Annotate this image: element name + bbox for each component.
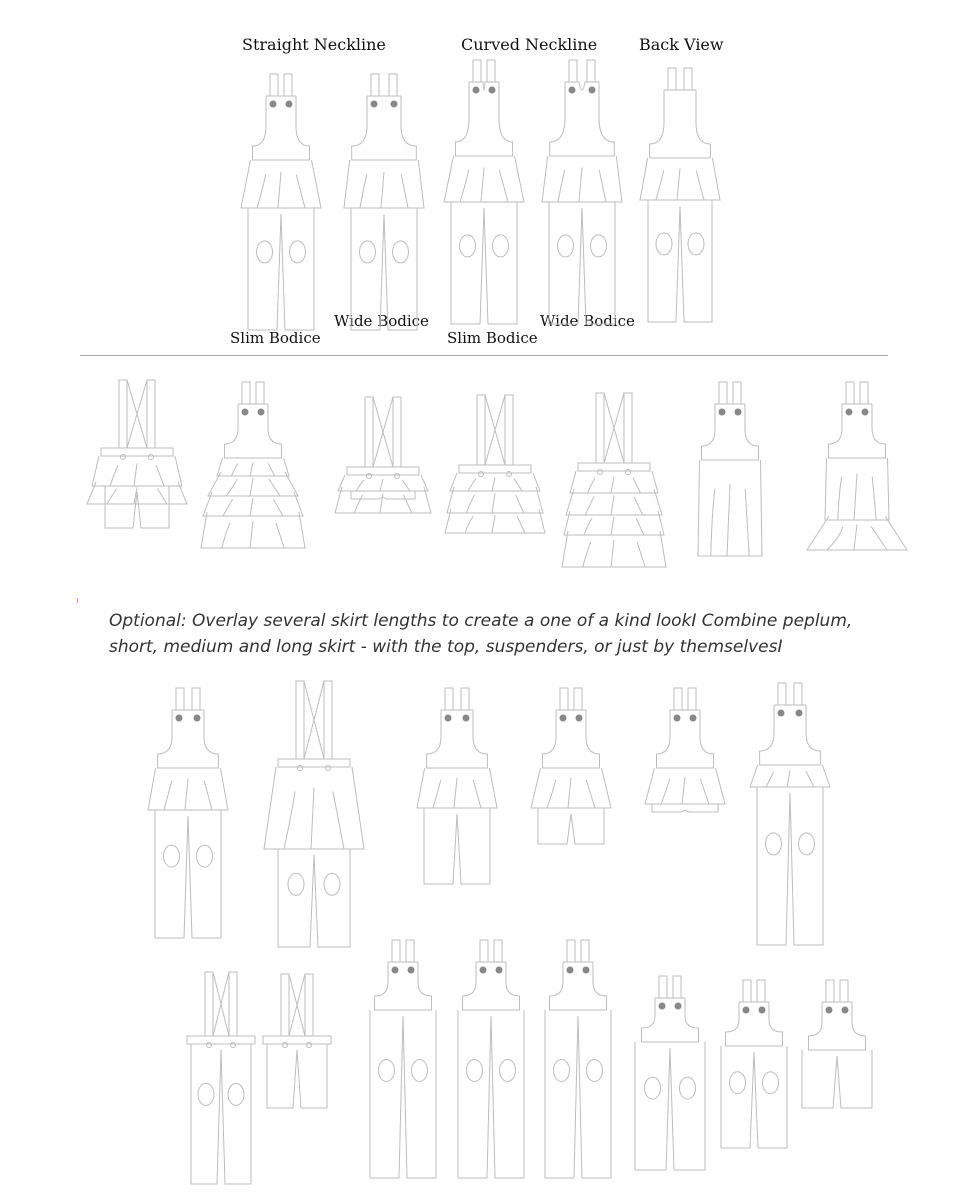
heading-straight-neckline: Straight Neckline: [242, 35, 386, 54]
label-wide-bodice-1: Wide Bodice: [334, 312, 429, 330]
optional-note: Optional: Overlay several skirt lengths to create a one of a kind lookI Combine peplum, short, medium and long skirt - with the top, suspenders, or just by themselvesI: [109, 611, 853, 657]
heading-back-view: Back View: [639, 35, 724, 54]
label-slim-bodice-2: Slim Bodice: [447, 329, 538, 347]
heading-curved-neckline: Curved Neckline: [461, 35, 598, 54]
label-slim-bodice-1: Slim Bodice: [230, 329, 321, 347]
label-wide-bodice-2: Wide Bodice: [540, 312, 635, 330]
